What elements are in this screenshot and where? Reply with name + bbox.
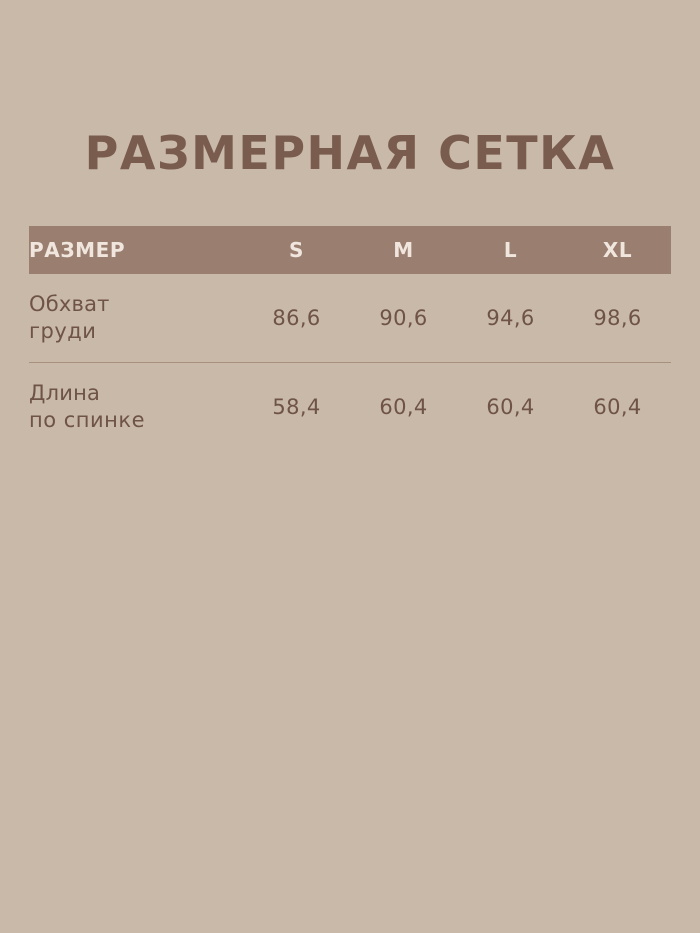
column-header-m: M (393, 237, 414, 262)
cell-back-length-xl: 60,4 (564, 362, 671, 451)
cell-chest-m: 90,6 (379, 305, 428, 330)
column-header-l: L (503, 237, 518, 262)
size-table (29, 226, 671, 451)
table-header (29, 226, 671, 274)
size-table-container (29, 226, 671, 451)
column-header-xl: XL (602, 237, 633, 262)
table-header-row (29, 226, 671, 274)
column-header-measurement: РАЗМЕР (29, 237, 126, 262)
cell-chest-s: 86,6 (272, 305, 321, 330)
cell-chest-l: 94,6 (486, 305, 535, 330)
row-label-back-length (29, 362, 243, 451)
row-label-chest-line2: груди (29, 318, 97, 343)
page-title: РАЗМЕРНАЯ СЕТКА (84, 126, 616, 180)
table-body (29, 274, 671, 451)
column-header-s: S (288, 237, 304, 262)
cell-back-length-s: 58,4 (243, 362, 350, 451)
row-label-chest (29, 274, 243, 363)
row-label-back-length-line2: по спинке (29, 407, 146, 432)
table-row (29, 362, 671, 451)
cell-chest-xl: 98,6 (593, 305, 642, 330)
row-label-chest-line1: Обхват (29, 291, 110, 316)
cell-back-length-m: 60,4 (350, 362, 457, 451)
cell-back-length-l: 60,4 (457, 362, 564, 451)
row-label-back-length-line1: Длина (29, 380, 101, 405)
table-row (29, 274, 671, 363)
